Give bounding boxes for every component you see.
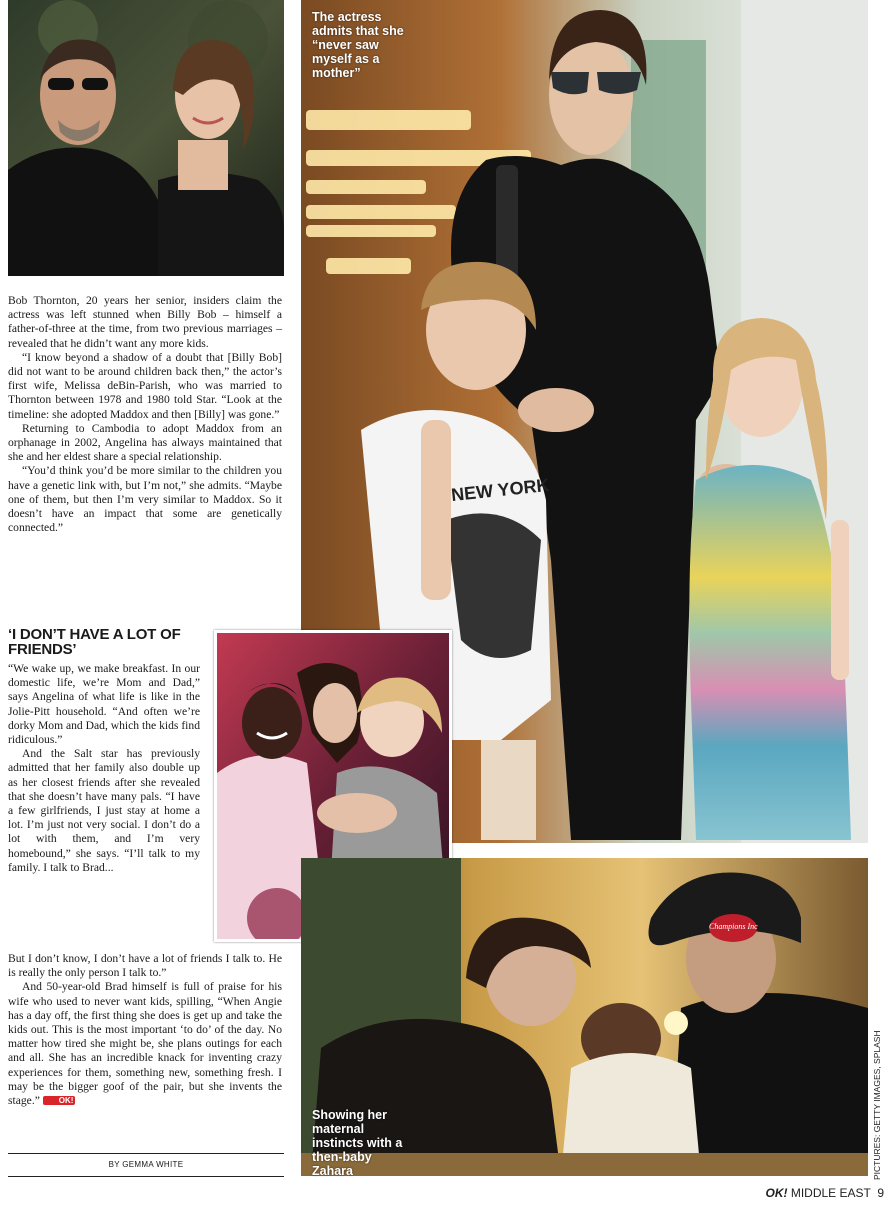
page-number: 9 [877,1186,884,1200]
paragraph: But I don’t know, I don’t have a lot of friends I talk to. He is really the only person I talk to.” [8,952,282,980]
cap-logo: Champions Inc [709,922,758,931]
paragraph [8,980,282,1108]
shirt-print: NEW YORK [450,474,551,506]
paragraph: “We wake up, we make breakfast. In our domestic life, we’re Mom and Dad,” says Angelina of what life is like in the Jolie-Pitt household. “And often we’re dorky Mom and Dad, which the kids find ridiculous.” [8,662,200,747]
article-column-left [8,294,282,535]
paragraph: And the Salt star has previously admitted that her family also double up as her closest friends after she revealed that she doesn’t have many pals. “I have a few girlfriends, I just stay at home a lot. I’m just not very social. I don’t do a lot with them, and I’m very homebound,” she says. “I’ll talk to my family. I talk to Brad... [8,747,200,874]
article-column-wide [8,952,282,1108]
paragraph-text: And 50-year-old Brad himself is full of praise for his wife who used to never want kids, spilling, “When Angie has a day off, the first thing she does is get up and take the kids out. This is the most important ‘to do’ of the day. No matter how tired she might be, she plans outings for each and all. She has an incredible knack for inventing crazy experiences for them, something new, something fresh. I may be the bigger goof of the pair, but she invents the stage.” [8,980,282,1108]
paragraph: “I know beyond a shadow of a doubt that [Billy Bob] did not want to be around children back then,” the actor’s first wife, Melissa deBin-Parish, who was married to Thornton between 1978 and 1980 told Star. “Look at the timeline: she adopted Maddox and then [Billy] was gone.” [8,350,282,421]
footer-edition: MIDDLE EAST [790,1186,871,1200]
paragraph: Bob Thornton, 20 years her senior, insiders claim the actress was left stunned when Billy Bob – himself a father-of-three at the time, from two previous marriages – revealed that he didn’t want any more kids. [8,294,282,350]
footer-brand: OK! [765,1186,788,1200]
paragraph: “You’d think you’d be more similar to the children you have a genetic link with, but I’m not,” she admits. “Maybe one of them, but then I’m very similar to Maddox. So it doesn’t have an impact that some are genetically connected.” [8,464,282,535]
caption-main: The actress admits that she “never saw myself as a mother” [312,10,404,80]
byline-rule [8,1176,284,1177]
subhead: ‘I DON’T HAVE A LOT OF FRIENDS’ [8,626,181,658]
photo-credit: PICTURES: GETTY IMAGES, SPLASH [872,1030,882,1180]
paragraph: Returning to Cambodia to adopt Maddox from an orphanage in 2002, Angelina has always maintained that she and her eldest share a special relationship. [8,421,282,464]
article-column-narrow [8,662,200,875]
page-footer [765,1186,884,1200]
ok-end-mark: OK! [43,1096,76,1105]
byline: BY GEMMA WHITE [8,1153,284,1169]
photo-couple [8,0,284,276]
caption-bottom: Showing her maternal instincts with a then-baby Zahara [312,1108,403,1178]
